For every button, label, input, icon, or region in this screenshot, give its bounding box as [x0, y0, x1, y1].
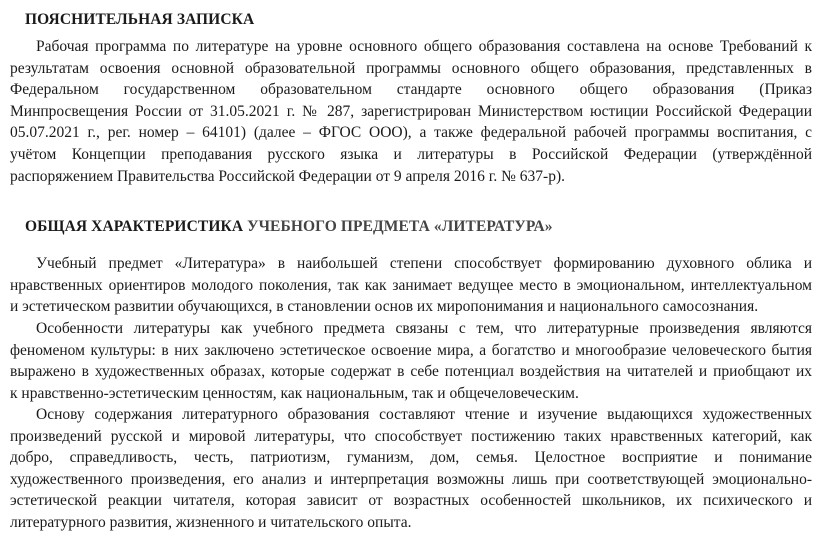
- paragraph-line: распоряжением Правительства Российской Федерации от 9 апреля 2016 г. № 637-р).: [10, 167, 565, 185]
- paragraph-line: добро, справедливость, честь, патриотизм, гуманизм, дом, семья. Целостное восприятие и понимание: [10, 449, 812, 467]
- paragraph-line: к нравственно-эстетическим ценностям, как национальным, так и общечеловеческим.: [10, 384, 579, 402]
- paragraph-line: учётом Концепции преподавания русского языка и литературы в Российской Федерации (утверждённой: [10, 145, 812, 163]
- intro-paragraph: [10, 36, 812, 187]
- subject-paragraph-1: [10, 253, 812, 318]
- paragraph-line: Учебный предмет «Литература» в наибольшей степени способствует формированию духовного облика и: [36, 255, 812, 272]
- paragraph-line: Основу содержания литературного образования составляют чтение и изучение выдающихся художественных: [36, 406, 812, 423]
- paragraph-line: результатам освоения основной образовательной программы основного общего образования, представленных в: [10, 59, 812, 77]
- paragraph-line: и эстетическом развитии обучающихся, в становлении основ их миропонимания и национального самосознания.: [10, 298, 759, 316]
- paragraph-line: 05.07.2021 г., рег. номер – 64101) (далее – ФГОС ООО), а также федеральной рабочей программы воспитания, с: [10, 124, 812, 142]
- paragraph-line: эстетической реакции читателя, которая зависит от возрастных особенностей школьников, их психического и: [10, 492, 812, 510]
- paragraph-line: произведений русской и мировой литературы, что способствует постижению таких нравственных категорий, как: [10, 427, 812, 445]
- paragraph-line: литературного развития, жизненного и читательского опыта.: [10, 513, 412, 531]
- paragraph-line: феноменом культуры: в них заключено эстетическое освоение мира, а богатство и многообразие человеческого бытия: [10, 341, 812, 359]
- paragraph-line: Федеральном государственном образовательном стандарте основного общего образования (Приказ: [10, 81, 812, 99]
- paragraph-line: Особенности литературы как учебного предмета связаны с тем, что литературные произведения являются: [36, 320, 812, 337]
- explanatory-note-heading: ПОЯСНИТЕЛЬНАЯ ЗАПИСКА: [25, 11, 255, 28]
- subject-paragraph-2: [10, 318, 812, 404]
- heading-part: УЧЕБНОГО ПРЕДМЕТА «ЛИТЕРАТУРА»: [247, 218, 553, 235]
- paragraph-line: Минпросвещения России от 31.05.2021 г. № 287, зарегистрирован Министерством юстиции Российской Федерации: [10, 102, 812, 120]
- paragraph-line: выражено в художественных образах, которые содержат в себе потенциал воздействия на читателей и приобщают их: [10, 363, 812, 381]
- paragraph-line: художественного произведения, его анализ и интерпретация возможны лишь при соответствующей эмоционально-: [10, 470, 812, 488]
- paragraph-line: нравственных ориентиров молодого поколения, так как занимает ведущее место в эмоциональном, интеллектуальном: [10, 276, 812, 294]
- heading-part: ОБЩАЯ ХАРАКТЕРИСТИКА: [25, 218, 244, 235]
- subject-paragraph-3: [10, 404, 812, 534]
- paragraph-line: Рабочая программа по литературе на уровне основного общего образования составлена на основе Требований к: [36, 38, 812, 55]
- subject-characteristics-heading: [25, 217, 553, 237]
